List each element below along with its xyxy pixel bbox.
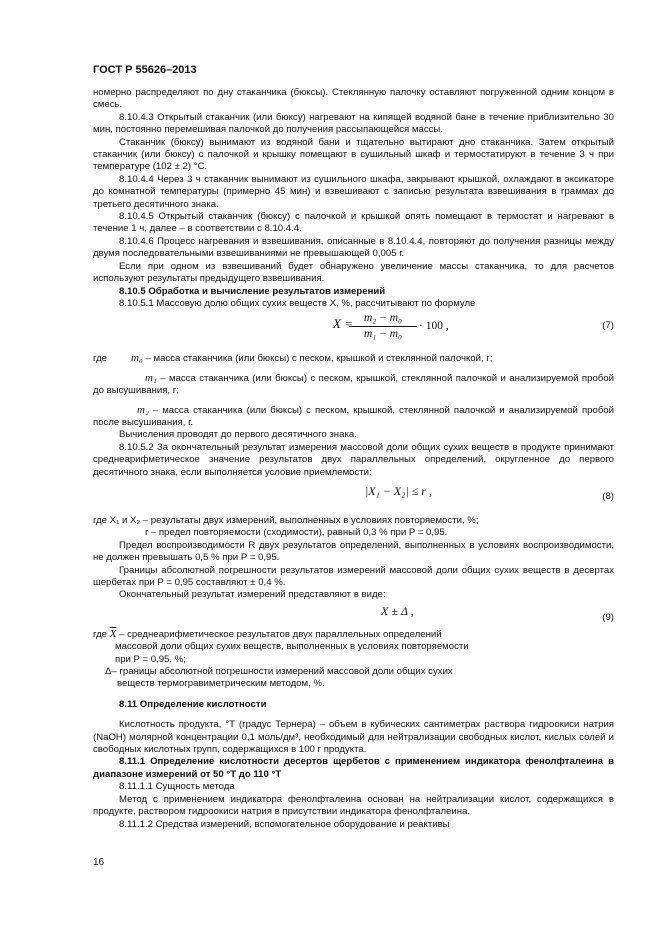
- formula-number: (7): [602, 320, 614, 332]
- formula-expression: X ± Δ ,: [381, 603, 414, 618]
- where-m1: [93, 372, 614, 398]
- where-delta: Δ– границы абсолютной погрешности измерений массовой доли общих сухих веществ термогравиметрическим методом, %.: [105, 666, 453, 690]
- formula-fraction: [349, 312, 417, 340]
- formula-denominator: m₁ − m₀: [363, 327, 403, 340]
- where-label: где: [93, 353, 108, 365]
- var-m0: m₀: [131, 352, 143, 365]
- paragraph: 8.10.5.1 Массовую долю общих сухих веществ X, %, рассчитывают по формуле: [119, 297, 476, 309]
- formula-expression: |X₁ − X₂| ≤ r ,: [365, 483, 432, 498]
- paragraph: Стаканчик (бюксу) вынимают из водяной бани и тщательно вытирают дно стаканчика. Затем открытый стаканчик (или бюксу) с палочкой и крышку помещают в сушильный шкаф и термостатируют в течение 3 ч при температуре (102 ± 2) °C.: [93, 136, 614, 173]
- paragraph: 8.10.4.6 Процесс нагревания и взвешивания, описанные в 8.10.4.4, повторяют до получения разницы между двумя последовательными взвешиваниями не превышающей 0,005 г.: [93, 235, 614, 260]
- var-desc: – масса стаканчика (или бюксы) с песком, крышкой, стеклянной палочкой и анализируемой пробой после высушивания, г.: [93, 404, 615, 428]
- paragraph: Границы абсолютной погрешности результатов измерений массовой доли общих сухих веществ в десертах шербетах при P = 0,95 составляют ± 0,4 %.: [93, 564, 614, 588]
- formula-8: [93, 483, 614, 507]
- document-header: ГОСТ Р 55626–2013: [93, 64, 197, 76]
- section-heading: 8.11.1 Определение кислотности десертов щербетов с применением индикатора фенолфталеина в диапазоне измерений от 50 °Т до 110 °Т: [93, 756, 614, 780]
- paragraph: Кислотность продукта, °Т (градус Тернера) – объем в кубических сантиметрах раствора гидроокиси натрия (NaOH) молярной концентрации 0,1 моль/дм³, необходимый для нейтрализации свободных кислот, кислых солей и свободных кислотных групп, содержащихся в 100 г продукта.: [93, 719, 614, 756]
- section-heading: 8.11 Определение кислотности: [119, 698, 267, 710]
- where-xbar: [93, 628, 475, 666]
- paragraph: Окончательный результат измерений представляют в виде:: [119, 589, 386, 601]
- where-m2: [93, 404, 614, 430]
- var-m1: m₁: [145, 371, 157, 384]
- paragraph: 8.10.5.2 За окончательный результат измерения массовой доли общих сухих веществ в продукте принимают среднеарифметическое значение результатов двух параллельных определений, округленное до первого десятичного знака, если выполняется условие приемлемости:: [93, 441, 614, 478]
- formula-number: (9): [602, 611, 614, 623]
- page-number: 16: [93, 857, 105, 868]
- section-heading: 8.10.5 Обработка и вычисление результатов измерений: [119, 285, 386, 297]
- formula-numerator: m₂ − m₀: [349, 312, 417, 326]
- paragraph: Вычисления проводят до первого десятичного знака.: [119, 429, 357, 441]
- var-desc: – масса стаканчика (или бюксы) с песком, крышкой и стеклянной палочкой, г;: [145, 353, 493, 365]
- paragraph: 8.11.1.2 Средства измерений, вспомогательное оборудование и реактивы: [119, 818, 450, 830]
- paragraph: Метод с применением индикатора фенолфталеина основан на нейтрализации кислот, содержащихся в продукте, раствором гидроокиси натрия в присутствии индикатора фенолфталеина.: [93, 793, 614, 818]
- where-label: где: [93, 628, 108, 640]
- paragraph: r – предел повторяемости (сходимости), равный 0,3 % при P = 0,95.: [145, 527, 448, 539]
- paragraph: 8.11.1.1 Сущность метода: [119, 781, 235, 793]
- paragraph: где X₁ и X₂ – результаты двух измерений, выполненных в условиях повторяемости, %;: [93, 514, 479, 526]
- var-xbar: $\overline{X}$: [109, 627, 117, 640]
- paragraph: 8.10.4.5 Открытый стаканчик (бюксу) с палочкой и крышкой опять помещают в термостат и нагревают в течение 1 ч, далее – в соответствии с 8.10.4.4.: [93, 211, 614, 235]
- var-desc: – среднеарифметическое результатов двух параллельных определений массовой доли общих сухих веществ, выполненных в условиях повторяемости при P = 0,95, %;: [115, 628, 469, 665]
- formula-lhs: X =: [333, 316, 353, 332]
- formula-9: [93, 604, 614, 622]
- var-m2: m₂: [137, 403, 149, 416]
- var-desc: – масса стаканчика (или бюксы) с песком, крышкой, стеклянной палочкой и анализируемой пробой до высушивания, г;: [93, 372, 614, 397]
- document-body: [93, 87, 614, 831]
- paragraph: 8.10.4.3 Открытый стаканчик (или бюксу) нагревают на кипящей водяной бане в течение приблизительно 30 мин, постоянно перемешивая палочкой до получения рассыпающейся массы.: [93, 111, 614, 136]
- paragraph: 8.10.4.4 Через 3 ч стаканчик вынимают из сушильного шкафа, закрывают крышкой, охлаждают в эксикаторе до комнатной температуры (примерно 45 мин) и взвешивают с записью результата взвешивания в граммах до третьего десятичного знака.: [93, 173, 614, 210]
- where-m0: [93, 352, 614, 365]
- paragraph: номерно распределяют по дну стаканчика (бюксы). Стеклянную палочку оставляют погруженной одним концом в смесь.: [93, 87, 614, 111]
- formula-7: [93, 312, 614, 346]
- paragraph: Если при одном из взвешиваний будет обнаружено увеличение массы стаканчика, то для расчетов используют результаты предыдущего взвешивания.: [93, 260, 614, 285]
- formula-tail: · 100 ,: [419, 320, 449, 333]
- formula-number: (8): [602, 490, 614, 502]
- paragraph: Предел воспроизводимости R двух результатов определений, выполненных в условиях воспроизводимости, не должен превышать 0,5 % при P = 0,95.: [93, 539, 614, 564]
